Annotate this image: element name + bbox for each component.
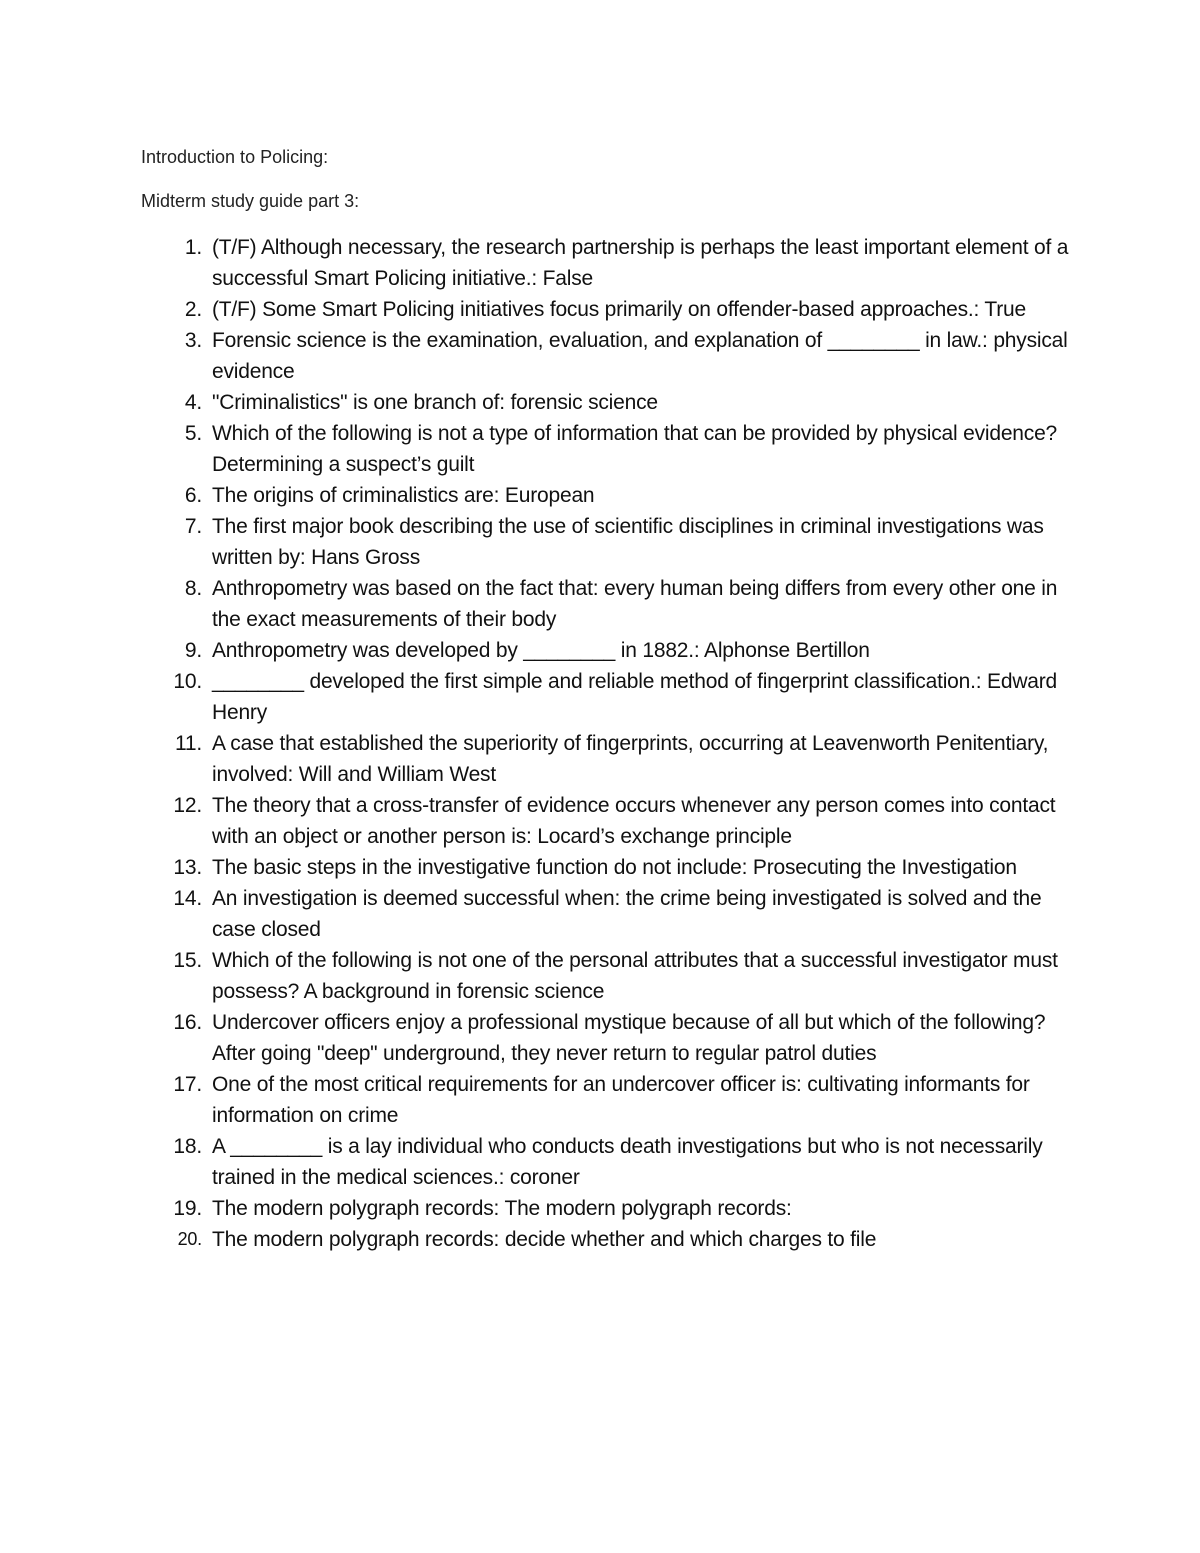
item-text: A ________ is a lay individual who conducts death investigations but who is not necessarily trained in the medical sciences.: coroner (212, 1135, 1043, 1189)
item-number: 4. (184, 391, 202, 414)
document-title: Introduction to Policing: (141, 147, 329, 167)
question-answer-list (0, 232, 1200, 1255)
item-text: (T/F) Some Smart Policing initiatives focus primarily on offender-based approaches.: True (212, 298, 1027, 321)
list-item (0, 635, 1200, 666)
item-number: 5. (184, 422, 202, 445)
item-text: An investigation is deemed successful when: the crime being investigated is solved and the case closed (212, 887, 1042, 941)
item-number: 7. (184, 515, 202, 538)
item-number: 19. (173, 1197, 202, 1220)
item-number: 14. (173, 887, 202, 910)
list-item (0, 480, 1200, 511)
item-text: Which of the following is not a type of information that can be provided by physical evidence? Determining a suspect’s guilt (212, 422, 1058, 476)
item-number: 18. (173, 1135, 202, 1158)
item-number: 10. (173, 670, 202, 693)
list-item (0, 511, 1200, 573)
item-text: (T/F) Although necessary, the research partnership is perhaps the least important element of a successful Smart Policing initiative.: False (212, 236, 1069, 290)
item-text: Undercover officers enjoy a professional mystique because of all but which of the following? After going "deep" underground, they never return to regular patrol duties (212, 1011, 1046, 1065)
item-number: 20. (177, 1229, 202, 1249)
item-number: 15. (173, 949, 202, 972)
item-text: Anthropometry was based on the fact that: every human being differs from every other one in the exact measurements of their body (212, 577, 1058, 631)
item-text: ________ developed the first simple and reliable method of fingerprint classification.: Edward Henry (212, 670, 1058, 724)
list-item (0, 1069, 1200, 1131)
list-item (0, 852, 1200, 883)
item-number: 9. (184, 639, 202, 662)
item-number: 3. (184, 329, 202, 352)
item-text: Which of the following is not one of the personal attributes that a successful investigator must possess? A background in forensic science (212, 949, 1058, 1003)
list-item (0, 232, 1200, 294)
item-text: One of the most critical requirements for an undercover officer is: cultivating informants for information on crime (212, 1073, 1030, 1127)
list-item (0, 294, 1200, 325)
list-item (0, 1224, 1200, 1255)
item-text: The theory that a cross-transfer of evidence occurs whenever any person comes into contact with an object or another person is: Locard’s exchange principle (212, 794, 1056, 848)
list-item (0, 325, 1200, 387)
list-item (0, 666, 1200, 728)
document-subtitle: Midterm study guide part 3: (141, 191, 360, 211)
item-number: 6. (184, 484, 202, 507)
list-item (0, 945, 1200, 1007)
item-text: The modern polygraph records: The modern polygraph records: (212, 1197, 792, 1220)
item-number: 17. (173, 1073, 202, 1096)
item-number: 16. (173, 1011, 202, 1034)
list-item (0, 387, 1200, 418)
item-number: 11. (174, 732, 202, 755)
item-text: "Criminalistics" is one branch of: forensic science (212, 391, 658, 414)
item-number: 8. (184, 577, 202, 600)
item-text: A case that established the superiority of fingerprints, occurring at Leavenworth Penitentiary, involved: Will and William West (212, 732, 1049, 786)
item-number: 12. (173, 794, 202, 817)
list-item (0, 418, 1200, 480)
list-item (0, 1193, 1200, 1224)
item-text: Forensic science is the examination, evaluation, and explanation of ________ in law.: physical evidence (212, 329, 1068, 383)
list-item (0, 883, 1200, 945)
item-number: 1. (184, 236, 202, 259)
item-number: 13. (173, 856, 202, 879)
item-text: The first major book describing the use of scientific disciplines in criminal investigations was written by: Hans Gross (212, 515, 1044, 569)
list-item (0, 1131, 1200, 1193)
item-number: 2. (184, 298, 202, 321)
item-text: Anthropometry was developed by ________ in 1882.: Alphonse Bertillon (212, 639, 870, 662)
item-text: The basic steps in the investigative function do not include: Prosecuting the Investigation (212, 856, 1017, 879)
list-item (0, 1007, 1200, 1069)
list-item (0, 790, 1200, 852)
list-item (0, 573, 1200, 635)
item-text: The origins of criminalistics are: European (212, 484, 595, 507)
list-item (0, 728, 1200, 790)
item-text: The modern polygraph records: decide whether and which charges to file (212, 1228, 877, 1251)
